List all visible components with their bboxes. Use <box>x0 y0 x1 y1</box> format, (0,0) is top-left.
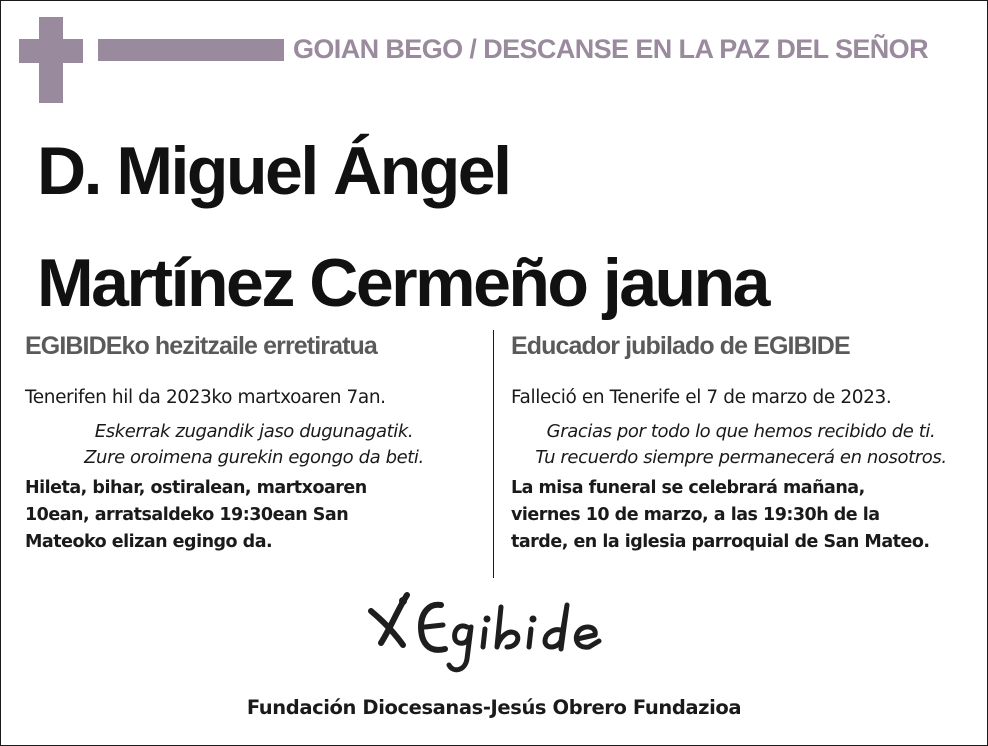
basque-thanks <box>25 419 483 471</box>
header-title: GOIAN BEGO / DESCANSE EN LA PAZ DEL SEÑOR <box>293 34 928 64</box>
deceased-name-line-1: D. Miguel Ángel <box>37 133 510 209</box>
foundation-name: Fundación Diocesanas-Jesús Obrero Fundazioa <box>246 696 742 719</box>
basque-thanks-line-1: Eskerrak zugandik jaso dugunagatik. <box>94 421 414 442</box>
basque-column <box>25 327 483 556</box>
spanish-funeral-line-2: viernes 10 de marzo, a las 19:30h de la <box>511 505 880 525</box>
spanish-death-notice: Falleció en Tenerife el 7 de marzo de 2023. <box>511 387 892 408</box>
spanish-column <box>511 327 971 556</box>
basque-death-notice: Tenerifen hil da 2023ko martxoaren 7an. <box>25 387 386 408</box>
egibide-logo-icon <box>367 587 619 679</box>
header-bar <box>98 39 284 61</box>
basque-role: EGIBIDEko hezitzaile erretiratua <box>25 332 377 360</box>
basque-funeral-line-3: Mateoko elizan egingo da. <box>25 532 273 552</box>
spanish-thanks-line-1: Gracias por todo lo que hemos recibido de ti. <box>546 421 936 442</box>
spanish-thanks <box>511 419 971 471</box>
basque-funeral-line-2: 10ean, arratsaldeko 19:30ean San <box>25 505 349 525</box>
cross-icon <box>19 17 83 103</box>
column-divider <box>493 330 494 578</box>
spanish-thanks-line-2: Tu recuerdo siempre permanecerá en nosotros. <box>535 447 947 468</box>
spanish-funeral-line-1: La misa funeral se celebrará mañana, <box>511 478 865 498</box>
basque-funeral-line-1: Hileta, bihar, ostiralean, martxoaren <box>25 478 367 498</box>
spanish-funeral-line-3: tarde, en la iglesia parroquial de San Mateo. <box>511 532 930 552</box>
basque-thanks-line-2: Zure oroimena gurekin egongo da beti. <box>84 447 424 468</box>
spanish-funeral-info <box>511 475 971 556</box>
deceased-name <box>37 115 957 339</box>
basque-funeral-info <box>25 475 483 556</box>
spanish-role: Educador jubilado de EGIBIDE <box>511 332 850 360</box>
deceased-name-line-2: Martínez Cermeño jauna <box>37 245 768 321</box>
